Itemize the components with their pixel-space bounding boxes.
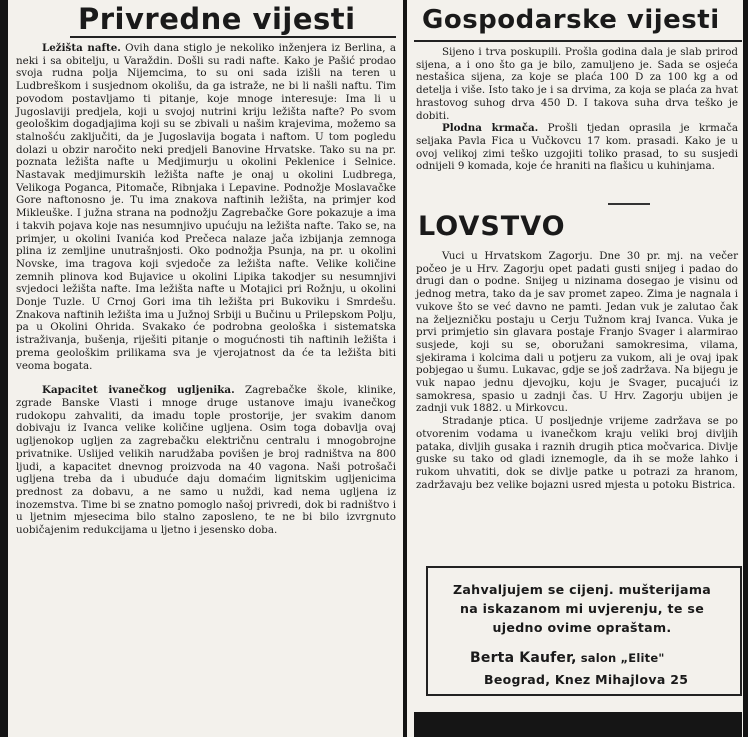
ad-name: Berta Kaufer,: [470, 650, 577, 666]
article-kapacitet: [16, 384, 396, 536]
ad-address: Beograd, Knez Mihajlova 25: [484, 672, 689, 687]
title-underline: [414, 40, 742, 42]
ad-line: ujedno ovime opraštam.: [492, 620, 672, 635]
left-article-body: [16, 42, 396, 537]
article-lead: Kapacitet ivanečkog ugljenika.: [42, 384, 235, 397]
article-lead: Plodna krmača.: [442, 122, 539, 135]
right-article-body-lovstvo: [416, 250, 738, 491]
ad-line: na iskazanom mi uvjerenju, te se: [459, 601, 705, 616]
right-column: [408, 0, 742, 737]
section-title-privredne: Privredne vijesti: [78, 2, 356, 36]
short-divider: [608, 203, 650, 205]
article-text: Ovih dana stiglo je nekoliko inženjera iz Berlina, a neki i sa obitelju, u Varaždin. Došli su radi nafte. Kako je Pašić prodao svoja rudna polja Nijemcima, to su oni sada izišli na teren u Ludbreškom i susjednom okolišu, da ga istraže, ne bi li našli naftu. Tim povodom postavljamo ti pitanje, koje mnoge interesuje: Ima li u Jugoslaviji predjela, koji u svojoj nutrini kriju ležišta nafte? Po svom geološkim dogadjajima koji su se zbivali u našim krajevima, možemo sa stalnošću zaključiti, da je Jugoslavija bogata i naftom. U tom pogledu dolazi u obzir naročito neki predjeli Banovine Hrvatske. Tako su na pr. poznata ležišta nafte u Medjimurju u okolini Peklenice i Selnice. Nastavak medjimurskih ležišta nafte je onaj u okolini Ludbrega, Velikoga Poganca, Pitomače, Ribnjaka i Lepavine. Podnožje Moslavačke Gore naftonosno je. Tu ima znakova naftinih ležišta, na primjer kod Mikleuške. I južna strana na podnožju Zagrebačke Gore pokazuje a ima i takvih pojava koje nas nesumnjivo upućuju na ležišta nafte. Tako se, na primjer, u okolini Ivanića kod Prečeca nalaze jača izbijanja zemnoga plina iz zemljine unutrašnjosti. Oko podnožja Psunja, na pr. u okolini Novske, ima tragova koji svjedoče za ležišta nafte. Velike količine zemnih plinova kod Bujavice u okolini Lipika takodjer su nesumnjivi svjedoci ležišta nafte. Ima ležišta nafte u Motajici pri Rožnju, u okolini Donje Tuzle. U Crnoj Gori ima tih ležišta pri Bukoviku i Smrdešu. Znakova naftinih ležišta ima u Južnoj Srbiji u Bučinu u Prilepskom Polju, pa u Okolini Ohrida. Svakako će podrobna geološka i sistematska istraživanja, bušenja, riješiti pitanje o mogućnosti tih naftinih ležišta i prema geološkim prilikama sva je vjerojatnost da će ta ležišta biti veoma bogata.: [16, 42, 396, 372]
ad-advertiser: [470, 650, 665, 666]
article-lead: Ležišta nafte.: [42, 42, 121, 54]
ad-line: Zahvaljujem se cijenj. mušterijama: [452, 582, 712, 597]
article-lezista-nafte: [16, 42, 396, 372]
ad-message: [442, 580, 722, 637]
section-title-gospodarske: Gospodarske vijesti: [422, 5, 720, 35]
title-underline: [70, 36, 396, 38]
article-plodna-krmaca: [416, 122, 738, 173]
bottom-black-bar: [414, 712, 742, 737]
article-vuci: Vuci u Hrvatskom Zagorju. Dne 30 pr. mj. na večer počeo je u Hrv. Zagorju opet padati gusti snijeg i padao do drugi dan o podne. Snijeg u nizinama dosegao je visinu od jednog metra, tako da je sav promet zapeo. Zima je nagnala i vukove što se već davno ne pamti. Jedan vuk je zalutao čak na željezničku postaju u Cerju Tužnom kraj Ivanca. Vuka je prvi primjetio sin glavara postaje Franjo Svager i alarmirao susjede, koji su se, oboružani samokresima, vilama, sjekirama i kolcima dali u potjeru za vukom, ali je ovaj ipak pobjegao u šumu. Lukavac, gdje se još zadržava. Na bijegu je vuk napao jednu djevojku, koju je Svager, pucajući iz samokresa, spasio u zadnji čas. U Hrv. Zagorju ubijen je zadnji vuk 1882. u Mirkovcu.: [416, 250, 738, 415]
right-border-rule: [743, 0, 748, 737]
section-title-lovstvo: LOVSTVO: [418, 211, 566, 242]
article-text: Prošli tjedan oprasila je krmača seljaka Pavla Fica u Vučkovcu 17 kom. prasadi. Kako je u ovoj velikoj zimi teško uzgojiti toliko prasad, to su susjedi odnijeli 9 komada, koje će hraniti na flašicu u kuhinjama.: [416, 122, 738, 173]
right-article-body-top: [416, 46, 738, 173]
article-text: Zagrebačke škole, klinike, zgrade Banske Vlasti i mnoge druge ustanove imaju ivanečkog rudokopu zahvaliti, da imadu tople prostorije, jer svakim danom dobivaju iz Ivanca velike količine ugljena. Osim toga dobavlja ovaj ugljenokop ugljen za zagrebačku električnu centralu i mnogobrojne privatnike. Uslijed velikih narudžaba povišen je broj radništva na 800 ljudi, a kapacitet dnevnog proizvoda na 40 vagona. Naši potrošači ugljena treba da i ubuduće daju domaćim lignitskim ugljenicima prednost za dobavu, a ne samo u nuždi, kad nema ugljena iz inozemstva. Time bi se znatno pomoglo našoj privredi, dok bi radništvo i u ljetnim mjesecima bilo stalno zaposleno, te ne bi bilo izvrgnuto uobičajenim redukcijama u ljetno i jesensko doba.: [16, 384, 396, 537]
advertisement-box: [426, 566, 742, 696]
article-sijeno: Sijeno i trva poskupili. Prošla godina dala je slab prirod sijena, a i ono što ga je bilo, zamuljeno je. Sada se osjeća nestašica sijena, za koje se plaća 100 D za 100 kg a od detelja i više. Isto tako je i sa drvima, za koja se plaća za hvat hrastovog suhog drva 450 D. I takova suha drva teško je dobiti.: [416, 46, 738, 122]
ad-salon: salon „Elite": [580, 651, 665, 665]
article-stradanje-ptica: Stradanje ptica. U posljednje vrijeme zadržava se po otvorenim vodama u ivanečkom kraju veliki broj divljih pataka, divljih gusaka i raznih drugih ptica močvarica. Divlje guske su tako od gladi iznemogle, da ih se može lahko i rukom uhvatiti, dok se divlje patke u potrazi za hranom, zadržavaju bez velike bojazni usred mjesta u potoku Bistrica.: [416, 415, 738, 491]
